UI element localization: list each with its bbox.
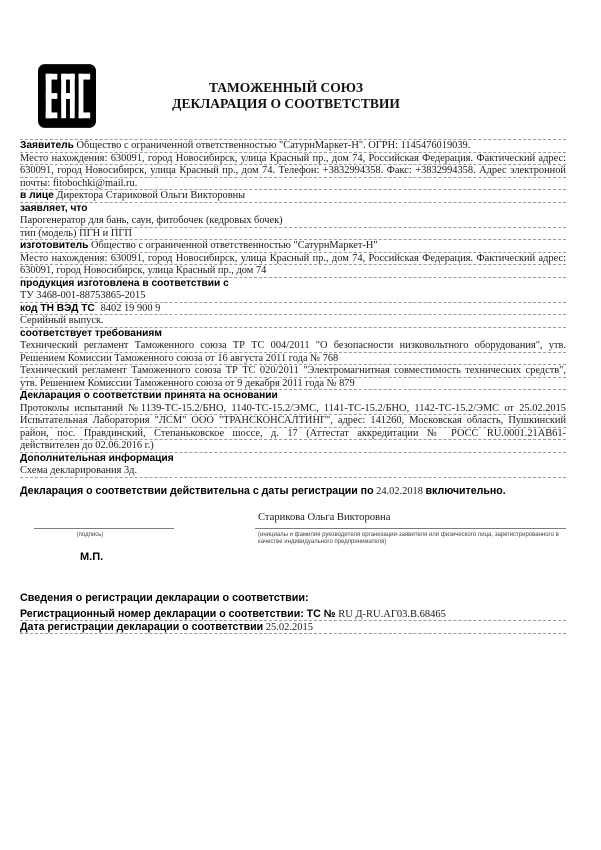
manufacturer-address-line-1: Место нахождения: 630091, город Новосибирск, улица Красный пр., дом 74, Российская Федерация. Фактический адрес:	[20, 252, 566, 264]
registration-number-line	[20, 608, 566, 621]
protocols-line: Протоколы испытаний №1139-ТС-15.2/БНО, 1140-ТС-15.2/ЭМС, 1141-ТС-15.2/БНО, 1142-ТС-15.2/ЭМС от 25.02.2015	[20, 402, 566, 414]
registration-date-value: 25.02.2015	[265, 622, 314, 633]
conforms-heading: соответствует требованиям	[20, 327, 162, 339]
registration-number-value: RU Д-RU.АГ03.В.68465	[338, 609, 446, 620]
lab-line-2: район, пос. Правдинский, Степаньковское шоссе, д. 17 (Аттестат аккредитации № РОСС RU.0001.21АВ61-	[20, 427, 566, 439]
regulation1-line-2: Решением Комиссии Таможенного союза от 16 августа 2011 года № 768	[20, 353, 566, 366]
document-title	[0, 80, 572, 111]
validity-line	[20, 485, 566, 499]
tnved-code: 8402 19 900 9	[100, 302, 161, 314]
tnved-line	[20, 303, 566, 316]
manufacturer-line	[20, 240, 566, 253]
lab-line-3: действителен до 02.06.2016 г.)	[20, 440, 566, 453]
validity-suffix: включительно.	[425, 484, 506, 497]
signatory-name-caption: (инициалы и фамилия руководителя организации-заявителя или физического лица, зарегистрированного в качестве индивидуального предпринимателя)	[258, 532, 559, 545]
applicant-address-line-3: почты: fitobochki@mail.ru.	[20, 178, 566, 191]
applicant-label: Заявитель	[20, 140, 74, 151]
validity-date: 24.02.2018	[376, 485, 423, 497]
regulation1-line-1: Технический регламент Таможенного союза ТР ТС 004/2011 "О безопасности низковольтного оборудования", утв.	[20, 340, 566, 351]
applicant-address-line-2: 630091, город Новосибирск, улица Красный пр., дом 74. Телефон: +3832994358. Факс: +3832994358. Адрес электронной	[20, 165, 566, 176]
applicant-value: Общество с ограниченной ответственностью "СатурнМаркет-Н". ОГРН: 1145476019039.	[76, 140, 471, 151]
validity-prefix: Декларация о соответствии действительна с даты регистрации по	[20, 484, 374, 497]
basis-heading: Декларация о соответствии принята на основании	[20, 390, 278, 401]
regulation2-line-1: Технический регламент Таможенного союза ТР ТС 020/2011 "Электромагнитная совместимость технических средств",	[20, 365, 566, 376]
registration-date-line	[20, 621, 566, 634]
manufacturer-value: Общество с ограниченной ответственностью "СатурнМаркет-Н"	[91, 240, 378, 251]
registration-number-label: Регистрационный номер декларации о соответствии: ТС №	[20, 608, 336, 620]
serial-line: Серийный выпуск.	[20, 315, 566, 328]
registration-date-label: Дата регистрации декларации о соответствии	[20, 621, 264, 633]
additional-heading: Дополнительная информация	[20, 452, 174, 464]
regulation2-line-2: утв. Решением Комиссии Таможенного союза от 9 декабря 2011 года № 879	[20, 378, 566, 391]
additional-line: Схема декларирования 3д.	[20, 465, 566, 478]
title-line-2: ДЕКЛАРАЦИЯ О СООТВЕТСТВИИ	[172, 95, 400, 111]
lab-line-1: Испытательная Лаборатория "ЛСМ" ООО "ТРАНСКОНСАЛТИНГ", адрес: 141260, Московская область, Пушкинский	[20, 415, 566, 426]
signature-caption: (подпись)	[76, 532, 104, 538]
registration-heading: Сведения о регистрации декларации о соответствии:	[20, 592, 309, 604]
signatory-name-line	[255, 528, 566, 529]
made-according-heading: продукция изготовлена в соответствии с	[20, 277, 229, 289]
declares-heading: заявляет, что	[20, 202, 88, 214]
signature-line	[34, 528, 174, 529]
manufacturer-address-line-2: 630091, город Новосибирск, улица Красный пр., дом 74	[20, 265, 566, 278]
stamp-placeholder: М.П.	[80, 551, 104, 563]
product-line: Парогенератор для бань, саун, фитобочек (кедровых бочек)	[20, 215, 566, 228]
applicant-address-line-1: Место нахождения: 630091, город Новосибирск, улица Красный пр., дом 74, Российская Федерация. Фактический адрес:	[20, 152, 566, 164]
signatory-name: Старикова Ольга Викторовна	[258, 512, 391, 523]
title-line-1: ТАМОЖЕННЫЙ СОЮЗ	[208, 80, 364, 95]
model-line: тип (модель) ПГН и ПГП	[20, 228, 566, 241]
manufacturer-label: изготовитель	[20, 240, 89, 251]
tu-line: ТУ 3468-001-88753865-2015	[20, 290, 566, 303]
person-line	[20, 190, 566, 203]
applicant-line	[20, 140, 566, 153]
person-label: в лице	[20, 190, 54, 201]
person-value: Директора Стариковой Ольги Викторовны	[56, 190, 246, 201]
tnved-label: код ТН ВЭД ТС	[20, 302, 95, 314]
document-body	[20, 136, 566, 499]
